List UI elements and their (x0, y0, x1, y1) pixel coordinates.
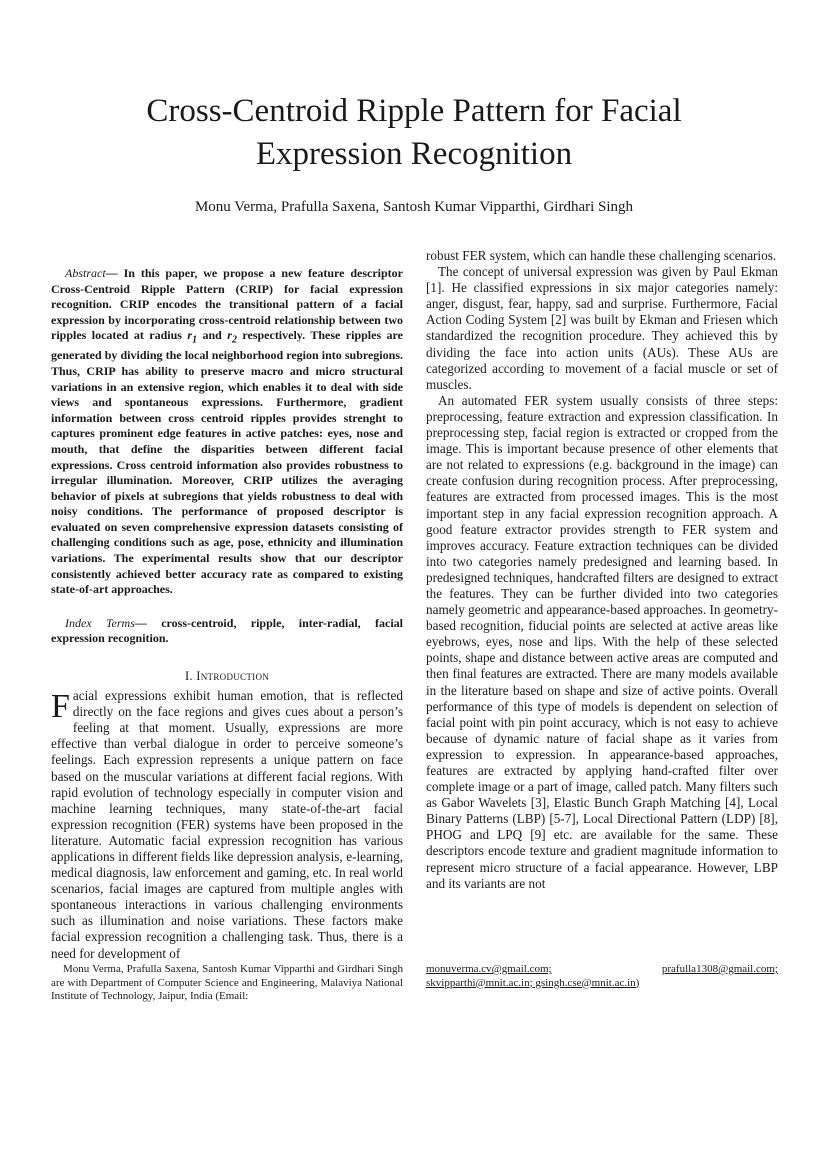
author-footnote: Monu Verma, Prafulla Saxena, Santosh Kumar Vipparthi and Girdhari Singh are with Department of Computer Science and Engineering, Malaviya National Institute of Technology, Jaipur, India (Email: (51, 963, 403, 1002)
radius-r2: r (227, 328, 232, 343)
abstract (51, 266, 403, 598)
intro-paragraph (51, 688, 403, 962)
abstract-text-2: respectively. These ripples are generated by dividing the local neighborhood region into subregions. Thus, CRIP has ability to preserve macro and micro structural variations in an extensive region, which enables it to deal with side views and spontaneous expressions. Furthermore, gradient information between cross centroid ripples provides strenght to captures prominent edge features in active patches: eyes, nose and mouth, that define the disparities between different facial expressions. Cross centroid information also provides robustness to irregular illumination. Moreover, CRIP utilizes the averaging behavior of pixels at subregions that yields robustness to deal with noisy conditions. The performance of proposed descriptor is evaluated on seven comprehensive expression datasets consisting of challenging conditions such as age, pose, ethnicity and illumination variations. The experimental results show that our descriptor consistently achieved better accuracy rate as compared to existing state-of-art approaches. (51, 328, 403, 597)
radius-r1-subscript: 1 (192, 334, 198, 346)
right-paragraph-2: An automated FER system usually consists of three steps: preprocessing, feature extraction and expression classification. In preprocessing step, facial region is extracted or cropped from the image. This is important because presence of other elements that are not related to expressions (e.g. background in the image) can create confusion during recognition process. After preprocessing, features are extracted from processed images. This is the most important step in any facial expression recognition approach. A good feature extractor provides strength to FER system and improves accuracy. Feature extraction techniques can be divided into two categories namely predesigned and learning based. In predesigned techniques, handcrafted filters are designed to extract the features. They can be further divided into two categories namely geometric and appearance-based approaches. In geometry-based recognition, fiducial points are selected at active areas like eyebrows, eyes, nose and lips. With the help of these selected points, shape and distance between active areas are computed and then final features are extracted. There are many models available in the literature based on shape and size of active points. Overall performance of this type of models is dependent on selection of facial point with pin point accuracy, which is not easy to achieve because of dynamic nature of facial shape as it varies from expression to expression. In appearance-based approaches, features are extracted by applying hand-crafted filter over complete image or a part of image, called patch. Many filters such as Gabor Wavelets [3], Elastic Bunch Graph Matching [4], Local Binary Patterns (LBP) [5-7], Local Directional Pattern (LDP) [8], PHOG and LPQ [9] etc. are available for the same. These descriptors encode texture and gradient magnitude information to represent micro structure of a facial appearance. However, LBP and its variants are not (426, 392, 778, 891)
section-title: Introduction (196, 669, 270, 684)
drop-cap: F (51, 688, 70, 726)
left-column (51, 266, 403, 962)
right-paragraph-0: robust FER system, which can handle these challenging scenarios. (426, 248, 777, 263)
index-terms-text: — cross-centroid, ripple, inter-radial, facial expression recognition. (51, 615, 403, 646)
paper-title: Cross-Centroid Ripple Pattern for Facial Expression Recognition (146, 93, 682, 172)
right-paragraph-1: The concept of universal expression was given by Paul Ekman [1]. He classified expressions in six major categories namely: anger, disgust, fear, happy, sad and surprise. Furthermore, Facial Action Coding System [2] was built by Ekman and Friesen which standardized the recognition procedure. They achieved this by dividing the face into action units (AUs). These AUs are categorized according to movement of a facial muscle or set of muscles. (426, 264, 778, 392)
section-heading (51, 669, 403, 684)
radius-r1: r (187, 328, 193, 343)
abstract-label: Abstract (65, 266, 106, 280)
index-terms-label: Index Terms (65, 615, 135, 630)
intro-text: acial expressions exhibit human emotion, that is reflected directly on the face regions and gives cues about a person’s feeling at that moment. Usually, expressions are more effective than verbal dialogue in order to perceive someone’s feelings. Each expression represents a unique pattern on face based on the muscular variations at different facial regions. With rapid evolution of technology especially in computer vision and machine learning techniques, many state-of-the-art facial expression recognition (FER) systems have been proposed in the literature. Automatic facial expression recognition has various applications in different fields like depression analysis, e-learning, medical diagnosis, law enforcement and gaming, etc. In real world scenarios, facial images are captured from multiple angles with spontaneous interactions in various challenging environments such as illumination and noise variations. These factors make facial expression recognition a challenging task. Thus, there is a need for development of (51, 688, 403, 961)
right-column (426, 248, 778, 892)
radius-r2-subscript: 2 (231, 334, 237, 346)
author-list: Monu Verma, Prafulla Saxena, Santosh Kumar Vipparthi, Girdhari Singh (194, 199, 634, 215)
email-row (426, 963, 778, 977)
email-link-2[interactable]: prafulla1308@gmail.com; (661, 963, 778, 975)
author-emails (426, 963, 778, 990)
abstract-and: and (197, 328, 228, 343)
email-link-3[interactable]: skvipparthi@mnit.ac.in; gsingh.cse@mnit.ac.in) (426, 976, 640, 989)
email-link-1[interactable]: monuverma.cv@gmail.com; (426, 963, 552, 975)
index-terms (51, 616, 403, 647)
email-row-2 (426, 977, 778, 991)
section-number: I. (184, 669, 193, 684)
abstract-text-1: — In this paper, we propose a new feature descriptor Cross-Centroid Ripple Pattern (CRIP) for facial expression recognition. CRIP encodes the transitional pattern of a facial expression by incorporating cross-centroid relationship between two ripples located at radius (51, 266, 403, 343)
